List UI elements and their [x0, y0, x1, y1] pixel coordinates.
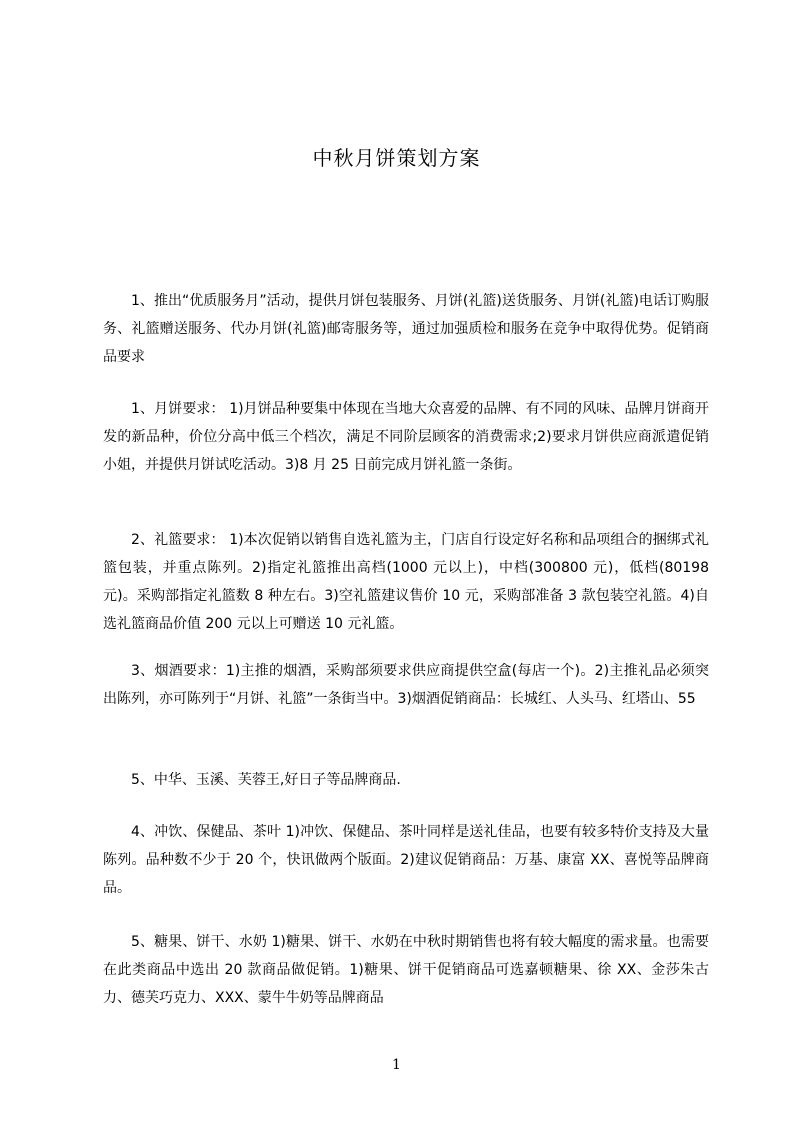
paragraph-candy-biscuit-milk: 5、糖果、饼干、水奶 1)糖果、饼干、水奶在中秋时期销售也将有较大幅度的需求量。也需要在此类商品中选出 20 款商品做促销。1)糖果、饼干促销商品可选嘉顿糖果、徐 XX、金莎朱古力、德芙巧克力、XXX、蒙牛牛奶等品牌商品: [103, 934, 709, 1006]
paragraph-mooncake-requirements: 1、月饼要求： 1)月饼品种要集中体现在当地大众喜爱的品牌、有不同的风味、品牌月饼商开发的新品种，价位分高中低三个档次，满足不同阶层顾客的消费需求;2)要求月饼供应商派遣促销小姐，并提供月饼试吃活动。3)8 月 25 日前完成月饼礼篮一条街。: [103, 401, 709, 473]
paragraph-service-month: 1、推出“优质服务月”活动，提供月饼包装服务、月饼(礼篮)送货服务、月饼(礼篮)电话订购服务、礼篮赠送服务、代办月饼(礼篮)邮寄服务等，通过加强质检和服务在竞争中取得优势。促销商品要求: [103, 293, 709, 365]
paragraph-brand-products: 5、中华、玉溪、芙蓉王,好日子等品牌商品.: [131, 772, 401, 788]
page-number: 1: [392, 1057, 401, 1073]
paragraph-gift-basket-requirements: 2、礼篮要求： 1)本次促销以销售自选礼篮为主，门店自行设定好名称和品项组合的捆绑式礼篮包装，并重点陈列。2)指定礼篮推出高档(1000 元以上)，中档(300800 元)，低档(80198 元)。采购部指定礼篮数 8 种左右。3)空礼篮建议售价 10 元，采购部准备 3 款包装空礼篮。4)自选礼篮商品价值 200 元以上可赠送 10 元礼篮。: [103, 532, 709, 632]
document-title: 中秋月饼策划方案: [312, 146, 481, 170]
paragraph-beverages-health-tea: 4、冲饮、保健品、茶叶 1)冲饮、保健品、茶叶同样是送礼佳品，也要有较多特价支持及大量陈列。品种数不少于 20 个，快讯做两个版面。2)建议促销商品：万基、康富 XX、喜悦等品牌商品。: [103, 824, 709, 896]
paragraph-tobacco-liquor-requirements: 3、烟酒要求：1)主推的烟酒，采购部须要求供应商提供空盒(每店一个)。2)主推礼品必须突出陈列，亦可陈列于“月饼、礼篮”一条街当中。3)烟酒促销商品：长城红、人头马、红塔山、55: [103, 663, 709, 707]
